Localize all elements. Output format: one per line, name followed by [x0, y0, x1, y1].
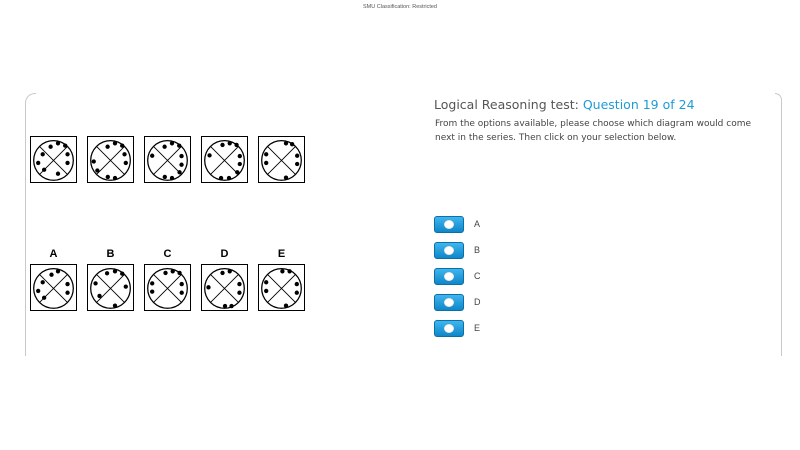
answer-radio-a[interactable]: [434, 216, 464, 233]
option-diagram-b: [87, 264, 134, 311]
option-label-b: B: [106, 248, 115, 260]
dot: [264, 161, 268, 165]
series-diagram-2: [87, 136, 134, 183]
dot: [238, 154, 242, 158]
dot: [177, 143, 181, 147]
dot: [284, 304, 288, 308]
dot: [206, 285, 210, 289]
dot: [49, 273, 53, 277]
series-diagram-3: [144, 136, 191, 183]
dot: [284, 176, 288, 180]
answer-label: E: [474, 323, 481, 333]
option-label-d: D: [220, 248, 229, 260]
series-diagram-5: [258, 136, 305, 183]
option-diagram-d: [201, 264, 248, 311]
series-diagram-1-graphic: [31, 137, 76, 182]
option-diagram-e: [258, 264, 305, 311]
dot: [120, 143, 124, 147]
dot: [229, 304, 233, 308]
dot: [93, 281, 97, 285]
panel-border-right: [775, 93, 782, 356]
answer-row-c: [434, 263, 481, 289]
dot: [177, 271, 181, 275]
dot: [219, 176, 223, 180]
dot: [227, 176, 231, 180]
dot: [295, 282, 299, 286]
dot: [36, 289, 40, 293]
dot: [56, 172, 60, 176]
option-diagram-d-graphic: [202, 265, 247, 310]
dot: [295, 162, 299, 166]
option-diagram-b-graphic: [88, 265, 133, 310]
dot: [234, 143, 238, 147]
radio-knob-icon: [444, 272, 454, 281]
dot: [264, 289, 268, 293]
dot: [65, 152, 69, 156]
dot: [150, 154, 154, 158]
dot: [41, 280, 45, 284]
radio-knob-icon: [444, 246, 454, 255]
answer-row-d: [434, 289, 481, 315]
dot: [237, 291, 241, 295]
dot: [163, 175, 167, 179]
option-diagram-e-graphic: [259, 265, 304, 310]
dot: [48, 145, 52, 149]
answer-radio-b[interactable]: [434, 242, 464, 259]
option-diagram-a: [30, 264, 77, 311]
dot: [228, 141, 232, 145]
dot: [220, 271, 224, 275]
series-diagram-2-graphic: [88, 137, 133, 182]
dot: [220, 143, 224, 147]
dot: [124, 161, 128, 165]
answer-radio-e[interactable]: [434, 320, 464, 337]
answer-radio-c[interactable]: [434, 268, 464, 285]
answer-label: D: [474, 297, 481, 307]
answer-choices: [434, 211, 481, 341]
dot: [113, 176, 117, 180]
question-number: Question 19 of 24: [582, 97, 695, 112]
dot: [65, 161, 69, 165]
dot: [264, 280, 268, 284]
series-diagrams: [30, 136, 315, 183]
option-label-e: E: [277, 248, 286, 260]
series-diagram-3-graphic: [145, 137, 190, 182]
dot: [124, 284, 128, 288]
dot: [42, 296, 46, 300]
answer-row-a: [434, 211, 481, 237]
dot: [235, 170, 239, 174]
dot: [207, 153, 211, 157]
dot: [113, 304, 117, 308]
question-header: [434, 97, 695, 112]
dot: [177, 170, 181, 174]
radio-knob-icon: [444, 298, 454, 307]
answer-row-b: [434, 237, 481, 263]
dot: [63, 143, 67, 147]
dot: [179, 154, 183, 158]
option-label-a: A: [49, 248, 58, 260]
dot: [223, 304, 227, 308]
dot: [97, 294, 101, 298]
dot: [106, 175, 110, 179]
dot: [180, 282, 184, 286]
panel-border-left: [25, 93, 36, 356]
radio-knob-icon: [444, 324, 454, 333]
dot: [170, 141, 174, 145]
dot: [42, 168, 46, 172]
series-diagram-4: [201, 136, 248, 183]
instructions-text: From the options available, please choose which diagram would come next in the series. Then click on your selection below.: [435, 119, 752, 143]
dot: [113, 269, 117, 273]
dot: [36, 161, 40, 165]
answer-label: C: [474, 271, 481, 281]
series-diagram-1: [30, 136, 77, 183]
dot: [65, 282, 69, 286]
dot: [171, 269, 175, 273]
dot: [280, 269, 284, 273]
radio-knob-icon: [444, 220, 454, 229]
dot: [122, 152, 126, 156]
series-diagram-5-graphic: [259, 137, 304, 182]
dot: [162, 145, 166, 149]
dot: [180, 291, 184, 295]
option-label-c: C: [163, 248, 172, 260]
dot: [179, 163, 183, 167]
dot: [295, 291, 299, 295]
option-diagram-c-graphic: [145, 265, 190, 310]
dot: [264, 152, 268, 156]
dot: [41, 152, 45, 156]
dot: [238, 162, 242, 166]
dot: [284, 141, 288, 145]
dot: [150, 289, 154, 293]
option-labels: [30, 248, 315, 260]
dot: [56, 269, 60, 273]
answer-label: B: [474, 245, 481, 255]
dot: [65, 291, 69, 295]
dot: [105, 271, 109, 275]
option-diagram-a-graphic: [31, 265, 76, 310]
dot: [237, 282, 241, 286]
answer-row-e: [434, 315, 481, 341]
dot: [287, 269, 291, 273]
test-title: Logical Reasoning test:: [434, 97, 579, 112]
dot: [290, 142, 294, 146]
series-diagram-4-graphic: [202, 137, 247, 182]
dot: [95, 168, 99, 172]
dot: [120, 271, 124, 275]
dot: [170, 176, 174, 180]
dot: [56, 141, 60, 145]
classification-banner: SMU Classification: Restricted: [363, 4, 437, 10]
dot: [228, 269, 232, 273]
dot: [92, 159, 96, 163]
answer-radio-d[interactable]: [434, 294, 464, 311]
option-diagrams: [30, 264, 315, 311]
dot: [163, 271, 167, 275]
answer-label: A: [474, 219, 481, 229]
dot: [105, 145, 109, 149]
option-diagram-c: [144, 264, 191, 311]
dot: [150, 281, 154, 285]
dot: [113, 141, 117, 145]
dot: [295, 154, 299, 158]
